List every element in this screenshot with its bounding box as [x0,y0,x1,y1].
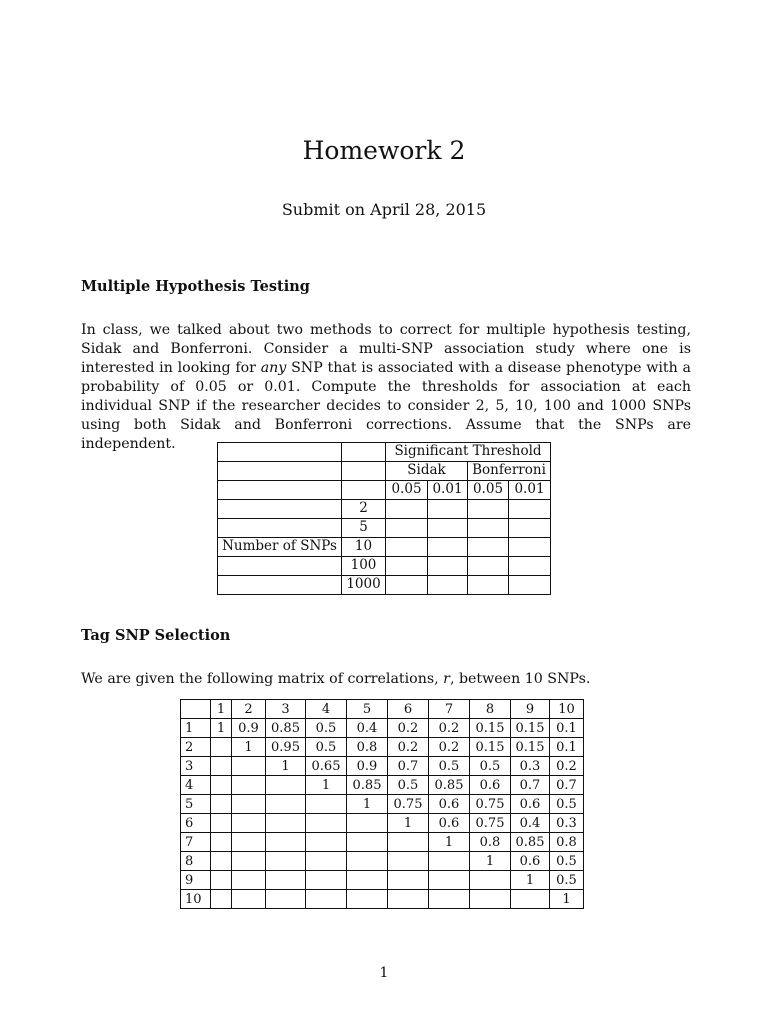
matrix-cell: 0.3 [511,757,550,776]
section-heading-multiple-hypothesis: Multiple Hypothesis Testing [81,278,310,295]
matrix-col-header: 6 [388,700,429,719]
matrix-cell: 0.2 [429,719,470,738]
p-value-header: 0.01 [509,481,551,500]
matrix-header-row [181,700,584,719]
header-sidak: Sidak [386,462,468,481]
table-cell [428,519,468,538]
matrix-row-label: 6 [181,814,211,833]
matrix-cell [388,852,429,871]
matrix-cell: 0.85 [511,833,550,852]
matrix-cell [470,871,511,890]
matrix-cell [388,833,429,852]
threshold-table [217,442,551,595]
matrix-cell [266,890,306,909]
matrix-cell: 0.7 [511,776,550,795]
table-row [218,538,551,557]
para-italic: any [260,360,287,376]
p-value-header: 0.05 [386,481,428,500]
matrix-row-label: 3 [181,757,211,776]
snp-count: 100 [342,557,386,576]
table-cell [342,462,386,481]
table-cell [468,538,509,557]
matrix-cell [306,814,347,833]
snp-count: 5 [342,519,386,538]
table-cell [386,538,428,557]
table-cell [509,576,551,595]
matrix-col-header: 1 [211,700,232,719]
table-row [218,481,551,500]
table-cell [428,557,468,576]
matrix-cell [306,852,347,871]
table-cell [342,443,386,462]
matrix-cell [211,890,232,909]
matrix-col-header: 10 [550,700,584,719]
table-cell [509,538,551,557]
matrix-cell [232,814,266,833]
table-cell [386,576,428,595]
matrix-cell: 1 [429,833,470,852]
para-text: We are given the following matrix of correlations, [81,671,444,687]
section-paragraph-tag-snp [81,670,691,689]
matrix-cell [388,871,429,890]
matrix-cell [211,814,232,833]
matrix-row-label: 9 [181,871,211,890]
matrix-cell [388,890,429,909]
matrix-cell: 0.6 [511,795,550,814]
table-cell [218,462,342,481]
table-row [218,519,551,538]
matrix-cell [429,890,470,909]
table-row [218,576,551,595]
matrix-cell: 0.6 [429,795,470,814]
matrix-row [181,776,584,795]
matrix-cell: 0.75 [388,795,429,814]
table-row [218,500,551,519]
table-cell [386,500,428,519]
table-cell [509,519,551,538]
matrix-cell [211,795,232,814]
matrix-cell [232,833,266,852]
matrix-cell: 0.5 [388,776,429,795]
p-value-header: 0.01 [428,481,468,500]
matrix-col-header: 7 [429,700,470,719]
matrix-cell: 0.9 [232,719,266,738]
matrix-cell: 0.8 [550,833,584,852]
matrix-cell [211,757,232,776]
matrix-cell: 0.65 [306,757,347,776]
matrix-cell: 1 [347,795,388,814]
matrix-cell: 0.8 [470,833,511,852]
matrix-cell [232,757,266,776]
matrix-cell [266,871,306,890]
table-cell [218,576,342,595]
matrix-cell: 0.3 [550,814,584,833]
matrix-cell: 0.4 [347,719,388,738]
para-text: , between 10 SNPs. [449,671,591,687]
matrix-corner-cell [181,700,211,719]
page-number: 1 [379,965,389,981]
matrix-cell: 1 [470,852,511,871]
matrix-cell [232,871,266,890]
table-cell [218,557,342,576]
matrix-cell: 0.15 [511,738,550,757]
matrix-cell: 0.85 [429,776,470,795]
matrix-cell [306,890,347,909]
matrix-cell [232,852,266,871]
para-text: SNP that is associated with a disease phenotype with a probability of 0.05 or 0.01. Compute the thresholds for association at each individual SNP if the researcher decides to consider 2, 5, 10, 100 and 1000 SNPs using both Sidak and Bonferroni corrections. Assume that the SNPs are independent. [81,360,691,452]
matrix-col-header: 9 [511,700,550,719]
matrix-cell: 0.7 [550,776,584,795]
matrix-cell: 0.1 [550,738,584,757]
header-bonferroni: Bonferroni [468,462,551,481]
matrix-col-header: 5 [347,700,388,719]
table-cell [468,576,509,595]
matrix-row-label: 4 [181,776,211,795]
section-paragraph-multiple-hypothesis [81,321,691,454]
table-row [218,443,551,462]
matrix-row-label: 10 [181,890,211,909]
matrix-cell: 0.5 [429,757,470,776]
header-significant-threshold: Significant Threshold [386,443,551,462]
matrix-cell: 0.2 [388,719,429,738]
matrix-cell [211,871,232,890]
matrix-cell [232,776,266,795]
matrix-cell: 0.5 [550,871,584,890]
matrix-cell [211,738,232,757]
matrix-cell: 0.8 [347,738,388,757]
matrix-col-header: 3 [266,700,306,719]
matrix-col-header: 8 [470,700,511,719]
p-value-header: 0.05 [468,481,509,500]
matrix-cell [211,833,232,852]
matrix-cell: 0.2 [388,738,429,757]
matrix-cell [266,776,306,795]
table-cell [218,519,342,538]
table-row [218,557,551,576]
matrix-cell: 0.75 [470,795,511,814]
matrix-cell [347,871,388,890]
matrix-col-header: 4 [306,700,347,719]
matrix-cell: 0.7 [388,757,429,776]
table-cell [509,557,551,576]
matrix-row [181,833,584,852]
table-cell [428,500,468,519]
matrix-cell: 1 [232,738,266,757]
table-cell [468,519,509,538]
matrix-cell [232,795,266,814]
matrix-cell: 0.15 [470,738,511,757]
matrix-row [181,814,584,833]
matrix-cell: 1 [511,871,550,890]
para-text: In class, we talked about two methods to correct for multiple hypothesis testing, Sidak and Bonferroni. Consider a multi-SNP association study where one is interested in looking for [81,322,691,376]
matrix-cell: 0.2 [429,738,470,757]
matrix-cell: 1 [266,757,306,776]
matrix-cell [511,890,550,909]
matrix-cell: 0.1 [550,719,584,738]
table-cell [468,500,509,519]
matrix-row [181,738,584,757]
matrix-cell: 0.95 [266,738,306,757]
matrix-cell: 0.15 [470,719,511,738]
table-cell [468,557,509,576]
matrix-cell: 1 [550,890,584,909]
matrix-row [181,719,584,738]
matrix-cell [211,776,232,795]
matrix-cell: 0.15 [511,719,550,738]
matrix-row [181,890,584,909]
matrix-cell: 0.85 [266,719,306,738]
matrix-cell: 0.4 [511,814,550,833]
matrix-row [181,757,584,776]
matrix-cell [347,852,388,871]
matrix-cell [429,852,470,871]
matrix-cell [232,890,266,909]
table-cell [428,576,468,595]
matrix-cell [429,871,470,890]
matrix-cell [266,852,306,871]
section-heading-tag-snp: Tag SNP Selection [81,627,231,644]
matrix-cell [211,852,232,871]
matrix-cell [347,890,388,909]
matrix-row [181,795,584,814]
para-italic: r [443,671,450,687]
matrix-cell [266,833,306,852]
document-subtitle: Submit on April 28, 2015 [281,200,487,219]
snp-count: 10 [342,538,386,557]
matrix-cell: 0.5 [470,757,511,776]
matrix-col-header: 2 [232,700,266,719]
matrix-row-label: 5 [181,795,211,814]
matrix-row-label: 7 [181,833,211,852]
matrix-cell: 1 [306,776,347,795]
matrix-cell [347,833,388,852]
table-cell [218,481,342,500]
matrix-cell: 0.75 [470,814,511,833]
matrix-cell: 0.5 [550,795,584,814]
matrix-cell: 0.2 [550,757,584,776]
matrix-cell [266,814,306,833]
matrix-cell: 0.5 [306,738,347,757]
matrix-cell: 0.5 [550,852,584,871]
table-cell [386,557,428,576]
matrix-row [181,852,584,871]
matrix-row-label: 8 [181,852,211,871]
table-cell [218,443,342,462]
matrix-cell: 0.85 [347,776,388,795]
matrix-cell: 0.5 [306,719,347,738]
table-row [218,462,551,481]
matrix-cell [306,833,347,852]
matrix-cell: 1 [388,814,429,833]
matrix-row-label: 1 [181,719,211,738]
matrix-cell [266,795,306,814]
row-label-number-of-snps: Number of SNPs [218,538,342,557]
table-cell [218,500,342,519]
correlation-matrix-table [180,699,584,909]
matrix-row-label: 2 [181,738,211,757]
snp-count: 2 [342,500,386,519]
table-cell [342,481,386,500]
matrix-cell: 1 [211,719,232,738]
matrix-cell [470,890,511,909]
table-cell [428,538,468,557]
table-cell [509,500,551,519]
matrix-row [181,871,584,890]
snp-count: 1000 [342,576,386,595]
matrix-cell [306,795,347,814]
matrix-cell [347,814,388,833]
table-cell [386,519,428,538]
matrix-cell [306,871,347,890]
matrix-cell: 0.6 [429,814,470,833]
matrix-cell: 0.6 [470,776,511,795]
document-title: Homework 2 [302,136,466,165]
matrix-cell: 0.9 [347,757,388,776]
matrix-cell: 0.6 [511,852,550,871]
